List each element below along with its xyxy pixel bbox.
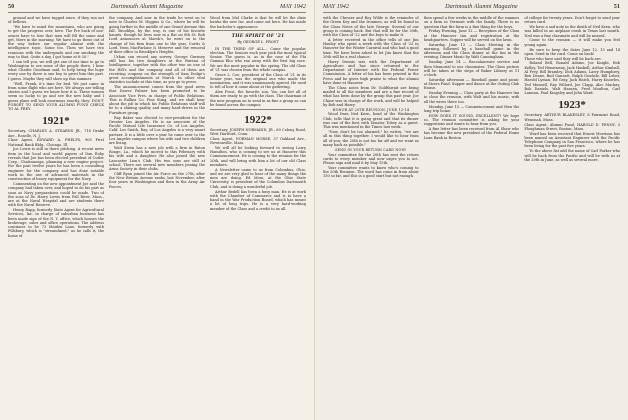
right-issue-date: MAY 1942 (323, 3, 349, 10)
paragraph: Wood from Ned Keen, head of the Washington Club, tells that it is going great and that its dinner was one of the best with Senator Tobey as a guest. This was mentioned in the Times last week. (323, 112, 419, 130)
return-card-notice: SEND IN YOUR RETURN CARD NOW! (335, 147, 407, 152)
paragraph: Saturday, June 13 — Class Meeting in the morning, followed by a baseball game in the afternoon and the Class dinner at the Inn in the evening. Dinner Music by Walt Cunningham. (423, 42, 520, 60)
class-1922-heading: 1922* (244, 113, 272, 126)
paragraph: A Newsletter came to us from Columbus, Ohio, and we are very glad to hear of the many things the men are doing. Ed Moss, at the Ohio State University, is president of the Columbus Dartmouth Club, and is doing a wonderful job. (210, 167, 306, 189)
paragraph: Come to the reunion — it will make you feel young again. (524, 38, 621, 47)
paragraph: Urban can record any survey. George Gurnsey still has his two daughters at the Bureau of Intelligence, together with the other two on one of the Hill's and the company and all of them are receiving coupons on the strength of Sam Dodge's great accomplishments at Murch. In other vital statistics include at this time, as you go to press. (109, 54, 205, 85)
paragraph: then spend a few weeks in the middle of the summer on a farm in Vermont with the family. There is no question that the farm is a fine thing for the boys. (423, 16, 520, 29)
paragraph: "Now, don't be too alarmed," he writes, "we are all in this thing together. I would like to hear from all of you; the 20th is not too far off and we want as many back as possible." (323, 130, 419, 147)
paragraph: Cliff Ryan joined the Air Force on the 27th, after the New Britain Avenue ranks, last November, after four years in Washington and then in the Army Air Forces. (109, 171, 205, 189)
left-page-number: 50 (8, 3, 15, 10)
paragraph: Grace L. Coe, president of the Class of '21 in its Senior year, was the original one who made the nomination, and it was unanimously agreed. He used to tell of how it came about at the gathering. (210, 72, 306, 90)
paragraph: We will all be looking forward to seeing Larry Hamilton, who is coming to see us at Hanover this Commencement. He is coming to the reunion for the 20th, and will bring with him a lot of our old Class members. (210, 145, 306, 167)
class-agent: Class Agent, Alumni Fund, HAROLD D. PENNY, 3 Ploughman Street, Boston, Mass. (524, 122, 621, 131)
paragraph: ground and we have tugged since, if they run out of bellows. (8, 16, 104, 25)
paragraph: Word has been received that Ernest Morrison has been named an Assistant Engineer with the Pacific Telephone Company in San Francisco, where he has been living for the past five years. (524, 131, 621, 149)
left-column-2 (109, 16, 205, 420)
left-running-head (8, 3, 306, 13)
left-magazine-title: Dartmouth Alumni Magazine (110, 3, 184, 10)
right-column-2 (424, 16, 520, 420)
paragraph: Monday, June 15 — Commencement and then the long trip home. (423, 104, 520, 113)
reunion-notice: HONOR AT 20TH REUNION, JUNE 12-14 (332, 107, 410, 112)
paragraph: The Class notes from Dr. Goldthwait are being mailed to all the members and are a fine record of what has been done by the group this past year. Joe Chase was in charge of the work, and will be helped by Bob and Harry. (323, 85, 419, 107)
paragraph: Your committee wants to know who's coming to the 20th Reunion. The word has come in from about 150 so far, and this is a good start but not enough. (323, 165, 419, 179)
paragraph: Your committee for the 20th has sent the return cards to every member and now urges you to act. Please sign and mail it by May 15th. (323, 152, 419, 165)
right-column-1 (323, 16, 419, 420)
right-page (314, 0, 628, 420)
paragraph: Walt Steen has a new job with a firm in Baton Rouge, La., which he moved to this February with his wife and a daughter. He also joined the new Lancaster Lion's Club. His two sons are still at school. There are several new members joining the Arms Society in their clubs. (109, 145, 205, 172)
paragraph: Sunday, June 14 — Baccalaureate service and then Memorial to our classmates. The Class picture will be taken at the steps of Baker Library at 11 o'clock. (423, 60, 520, 78)
paragraph: with the Chesser and Roy Wilde is the reminder of the Green Key and the Ironmen, as will be found in the Class Notes of the late George. Several of our group is coming back. But that will be for the 30th, with the Class of '22 and the boys to make it. (323, 16, 419, 37)
paragraph: Alex Frost, the favorite son. You can bet all of them are ready to go with the class. The chairman of the new program on to send in as fine a group as can be found across the campus. (210, 90, 306, 107)
left-column-3 (210, 16, 306, 420)
class-1923-heading: 1923* (558, 99, 586, 112)
paragraph: Wood from Mal Clarke is that he will let the dixie hawks the new Inc. and come out here. He has made the bachelor's appearance. (210, 16, 306, 29)
attendance-names: Roland Bell, Ronald Adams, Joe Knight, Bob Kelley, Ted Hemenway, Jack Haskell, Arthur Kimball, Al Frey, Bill Bramley, Dick Adams, Larry Humphrey, Ben Deane, Bud Gannett, Ralph Goodale, Bill Leber, Harold Lyman, Ed Gray, Jack Hatch, Harry Knowles, Ted Munsell, Ray Willard, Joe Clapp, Alec Mackay, Bob Daniels, Walt Hansen, Fred Moulton, Carl Lamson, Paul Kingsley and John Ward. (524, 61, 621, 96)
paragraph: Friday Evening, June 12 — Reception of the Class at the Hanover Inn and registration at the headquarters. Supper will be served on the lawn. (423, 29, 520, 42)
paragraph: To the above list add the name of Carl Parker who will be back from the Pacific and will be with us at the 20th in June, as well as several more. (524, 149, 621, 162)
paragraph: Saturday afternoon — Baseball game and picnic at Storrs Pond. Supper and dance at the Outing Club House. (423, 77, 520, 91)
paragraph: "Well, Frank, it's time for bed. We just came in from some flight who are here. We always are telling stories and I guess we know how it is. These women seem so lucky to go and see the new baby and I guess plans will look enormous exactly, they: DON'T FORGET TO SEND YOUR ALUMNI FUND CHECK TO AL FREY. (8, 81, 104, 112)
paragraph: the company. And now in the trade he went on to note to Charles M. Higgins & Co., where he will be going further in the middle of one Grand Avenue this fall. Brooklyn, by the way, is one of his favorite haunts, though he lives now in a flat on 8th St. Bob Lord announces at Marsh's, he went on to the change of his firm from one to the year, Curtis & Lord, from MacFarlane & Meserve and the removal of their office to Brooklyn's Heights. (109, 16, 205, 54)
paragraph: Commenting on the new appointment Joe said the company had taken over, and hoped to do his part as soon as Navy preparations could be made. Two of the sons of Dr. Harry Lewis from Fall River, Mass., are at the Naval Hospital and are students there with the Naval Reserve. (8, 182, 104, 208)
divider (210, 30, 306, 31)
spirit-of-21-byline: By GEORGE L. FROST (237, 40, 279, 45)
paragraph: A letter received in the office tells of one Jim Hanley who spent a week with the Class of '22 in Hanover for the Winter Carnival and who had a good time. We have been asked to let Jim know that the 20th will be a real chance. (323, 37, 419, 59)
spirit-of-21-heading: THE SPIRIT OF '21 (231, 34, 285, 40)
paragraph: Be sure to keep the dates June 12, 13 and 14 open. Send in the card. Come on back! (524, 47, 621, 56)
class-agent: Class Agent, EDWARD A. PHELPS, 905 First National Bank Bldg., Chicago, Ill. (8, 138, 104, 147)
class-secretary: Secretary, ARTHUR BLAKESLEY, 8 Fairmont Road, Wenonah, Mass. (524, 113, 621, 122)
paragraph: Joe Lewis is still in there pitching. A recent news item in the local and world papers of Dan Roby reveals that Joe has been elected president of Cutler Corp., Chattanooga, planning a new engine project. For the past twelve years he has been a consulting engineer for the company and has done notable work in the use of advanced materials in the construction of heavy equipment for the Navy. (8, 147, 104, 182)
paragraph: Ray Baker was elected to vice-president for the Greater Los Angeles. He is an associate of the Pacific Mutual Life Insurance Co. of Los Angeles, Calif. Les Smith, Ray, of Los Angeles is a very smart partner. It is a little over a year he came over to the Los Angeles campus where his wife and two children are living. (109, 115, 205, 146)
class-secretary: Secretary, JOSEPH NORMAND, JR., 69 Colony Road, West Hartford, Conn. (210, 127, 306, 136)
paragraph: I can tell you, we will get one of our time to go to Washington to see some of the people there, I hear what Charlie Goodman said, to help bring the hope every one by there is one boy to greet him this part. I guess. Maybe they will show up this summer. (8, 59, 104, 81)
right-page-number: 51 (613, 3, 620, 10)
class-secretary: Secretary, CHARLES A. STEARNS JR., 718 Drake Ave., Roselle, N. J. (8, 129, 104, 138)
paragraph: We have a sad note in the death of Ned Keen, who was killed in an airplane crash in Texas last month. Ned was a fine classmate and will be missed. (524, 25, 621, 38)
paragraph: The announcement comes from the good news that Dawes Palmer has been promoted to be Associate Vice Pres. in charge of Public Relations. This is Rollins Co. Fine thing, and we shall hear about the job in which his Public Relations staff will be to a shining quality and many hard-drives in the Furniture group. (109, 85, 205, 115)
divider (210, 109, 306, 110)
paragraph: of college for twenty years. Don't forget to send your return card. (524, 16, 621, 25)
paragraph: A fine letter has been received from Al Shaw who has become the new president of the Federal Home Loan Bank in Boston. (423, 127, 520, 140)
right-magazine-title: Dartmouth Alumni Magazine (445, 3, 518, 10)
paragraph: Henry Rapp, formerly State Agent for Agricultural Services, Inc. in charge of suburban business has been made sign of the N. Y. office, which houses the brokerage, sales and office operations. The address continues to be 73 Maiden Lane, formerly with Pillsbury, which is "streamlined," as he calls it, the home of (8, 208, 104, 238)
paragraph: HOW DOES IT SOUND, EXCELLENT? We hope so. The reunion committee is asking for your suggestions and wants to hear from you. (423, 113, 520, 127)
paragraph: "We have to mind the mountains, who are going to get the progress over, here. The Pre back of one-owner have to lose that men will fill the same and get, there in the morning. We have to go these out of the way before our regular alumni with the intelligence topic. Some too. Then we have two reunions with the undergrads and our smoking the way to that. Quite a day, I got home at 6:30." (8, 25, 104, 59)
left-column-1 (8, 16, 104, 420)
paragraph: Arthur Bedell has been a busy man. He is at work with the Chamber of Commerce and is to have a hand in the War Production Board, which has meant a lot of long trips. He is a very hard-working member of the Class and a credit to us all. (210, 189, 306, 211)
paragraph: IN THE THIRD OF ALL... Come the popular election. The Seniors each year pick the most typical Senior. The guess is, as in the case of the Phi Gamma Rho who ran away with the first big race. We are the most popular in the spring. The old Class of '21 was chosen from the whole campus. (210, 46, 306, 72)
paragraph: Sunday Evening — Class party at the Hanover Inn to close the reunion, with Walt and his music, with all the wives there too. (423, 91, 520, 104)
right-running-head (323, 3, 620, 13)
class-agent: Class Agent, NORMAN MORSE, 37 Oakland Ave., Newtonville, Mass. (210, 136, 306, 146)
paragraph: Harry Dennis was with the Department of Agriculture and has since returned to the Department of Interior with the Federal Power Commission. A letter of his has been printed in the Press and he gives high praise to what the alumni have done at Hanover. (323, 59, 419, 85)
class-1921-heading: 1921* (42, 115, 70, 128)
left-issue-date: MAY 1942 (280, 3, 306, 10)
attendance-intro: Those who have said they will be back are: (524, 56, 602, 61)
right-column-3 (524, 16, 620, 420)
